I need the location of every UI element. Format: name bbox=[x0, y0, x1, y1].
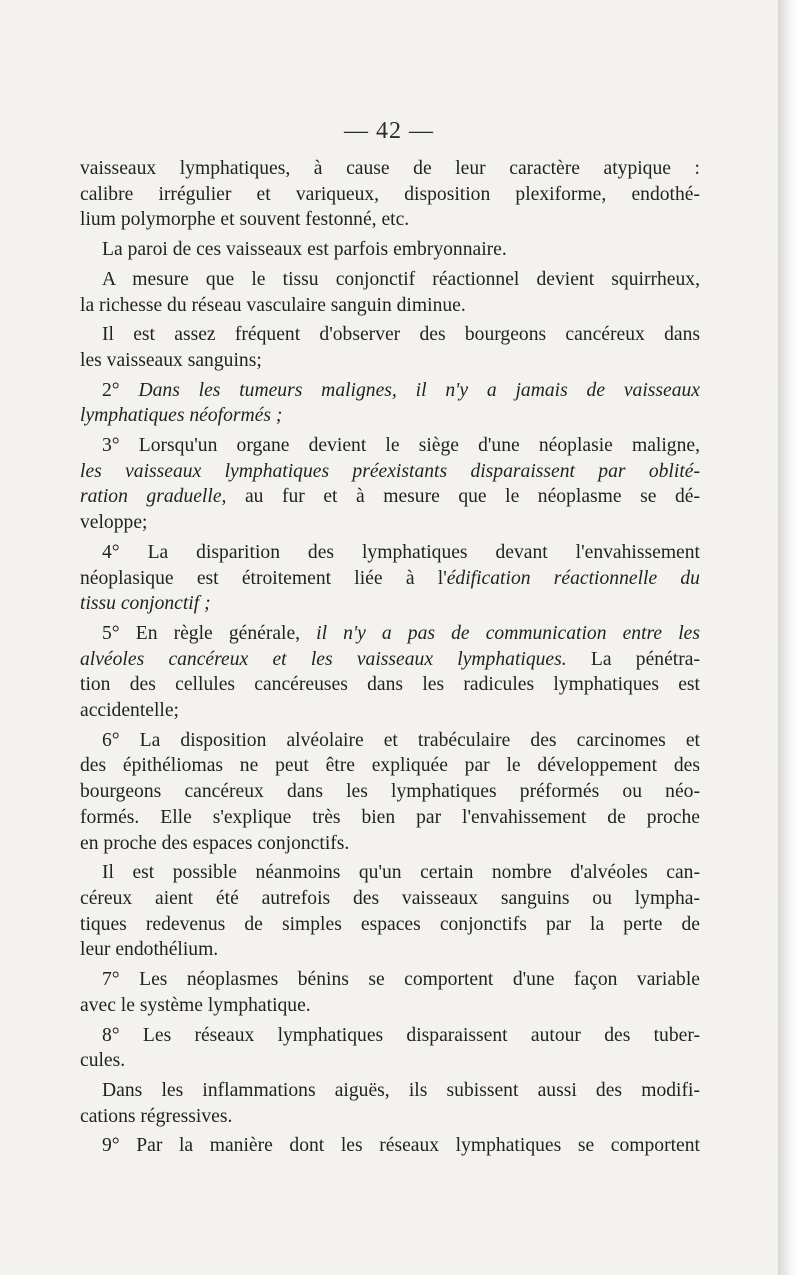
text-segment: tion des cellules cancéreuses dans les radicules lymphatiques est bbox=[80, 674, 700, 696]
text-segment: Il est possible néanmoins qu'un certain nombre d'alvéoles can- bbox=[102, 862, 700, 884]
text-segment: 8° Les réseaux lymphatiques disparaissent autour des tuber- bbox=[102, 1024, 700, 1046]
text-line bbox=[80, 647, 700, 673]
text-line bbox=[80, 484, 700, 510]
text-segment: des épithéliomas ne peut être expliquée par le développement des bbox=[80, 755, 700, 777]
text-line bbox=[80, 433, 700, 459]
text-line bbox=[80, 1048, 700, 1074]
body-text bbox=[80, 156, 700, 1159]
text-line bbox=[80, 1078, 700, 1104]
text-line bbox=[80, 207, 700, 233]
italic-segment: tissu conjonctif ; bbox=[80, 593, 211, 615]
text-segment: bourgeons cancéreux dans les lymphatiques préformés ou néo- bbox=[80, 781, 700, 803]
text-line bbox=[80, 267, 700, 293]
text-segment: céreux aient été autrefois des vaisseaux sanguins ou lympha- bbox=[80, 887, 700, 909]
text-line bbox=[80, 1104, 700, 1130]
text-line bbox=[80, 293, 700, 319]
text-line bbox=[80, 621, 700, 647]
text-segment: les vaisseaux sanguins; bbox=[80, 349, 262, 371]
text-segment: tiques redevenus de simples espaces conjonctifs par la perte de bbox=[80, 913, 700, 935]
text-segment: leur endothélium. bbox=[80, 939, 219, 961]
text-line bbox=[80, 831, 700, 857]
text-segment: au fur et à mesure que le néoplasme se dé- bbox=[226, 486, 700, 508]
text-segment: 6° La disposition alvéolaire et trabéculaire des carcinomes et bbox=[102, 729, 700, 751]
page-edge bbox=[778, 0, 800, 1275]
text-segment: veloppe; bbox=[80, 512, 148, 534]
text-line bbox=[80, 937, 700, 963]
text-segment: Dans les inflammations aiguës, ils subissent aussi des modifi- bbox=[102, 1079, 700, 1101]
italic-segment: ration graduelle, bbox=[80, 486, 227, 508]
text-line bbox=[80, 591, 700, 617]
text-segment: lium polymorphe et souvent festonné, etc. bbox=[80, 209, 410, 231]
italic-segment: lymphatiques néoformés ; bbox=[80, 405, 283, 427]
text-segment: la richesse du réseau vasculaire sanguin diminue. bbox=[80, 294, 466, 316]
text-line bbox=[80, 993, 700, 1019]
italic-segment: édification réactionnelle du bbox=[446, 567, 700, 589]
text-segment: 4° La disparition des lymphatiques devant l'envahissement bbox=[102, 541, 700, 563]
text-segment: formés. Elle s'explique très bien par l'envahissement de proche bbox=[80, 806, 700, 828]
text-segment: 9° Par la manière dont les réseaux lymphatiques se comportent bbox=[102, 1135, 700, 1157]
text-line bbox=[80, 510, 700, 536]
text-line bbox=[80, 156, 700, 182]
text-segment: Il est assez fréquent d'observer des bourgeons cancéreux dans bbox=[102, 324, 700, 346]
text-line bbox=[80, 459, 700, 485]
text-segment: en proche des espaces conjonctifs. bbox=[80, 832, 350, 854]
text-segment: La pénétra- bbox=[566, 648, 700, 670]
italic-segment: les vaisseaux lymphatiques préexistants disparaissent par oblité- bbox=[80, 460, 700, 482]
text-segment: La paroi de ces vaisseaux est parfois embryonnaire. bbox=[102, 239, 507, 261]
italic-segment: alvéoles cancéreux et les vaisseaux lymphatiques. bbox=[80, 648, 567, 670]
text-segment: 3° Lorsqu'un organe devient le siège d'une néoplasie maligne, bbox=[102, 435, 700, 457]
text-segment: néoplasique est étroitement liée à l' bbox=[80, 567, 447, 589]
text-segment: cules. bbox=[80, 1050, 126, 1072]
text-segment: avec le système lymphatique. bbox=[80, 994, 311, 1016]
text-segment: 5° En règle générale, bbox=[102, 622, 317, 644]
text-line bbox=[80, 698, 700, 724]
text-line bbox=[80, 779, 700, 805]
text-line bbox=[80, 540, 700, 566]
text-line bbox=[80, 322, 700, 348]
italic-segment: Dans les tumeurs malignes, il n'y a jamais de vaisseaux bbox=[138, 379, 701, 401]
text-segment: A mesure que le tissu conjonctif réactionnel devient squirrheux, bbox=[102, 268, 700, 290]
text-line bbox=[80, 348, 700, 374]
text-line bbox=[80, 1023, 700, 1049]
italic-segment: il n'y a pas de communication entre les bbox=[316, 622, 700, 644]
text-line bbox=[80, 805, 700, 831]
text-segment: accidentelle; bbox=[80, 700, 179, 722]
text-segment: cations régressives. bbox=[80, 1105, 233, 1127]
text-segment: vaisseaux lymphatiques, à cause de leur caractère atypique : bbox=[80, 158, 700, 179]
text-segment: calibre irrégulier et variqueux, disposition plexiforme, endothé- bbox=[80, 183, 700, 205]
text-line bbox=[80, 860, 700, 886]
text-line bbox=[80, 1133, 700, 1159]
text-line bbox=[80, 728, 700, 754]
text-segment: 7° Les néoplasmes bénins se comportent d'une façon variable bbox=[102, 969, 700, 991]
text-line bbox=[80, 566, 700, 592]
text-line bbox=[80, 403, 700, 429]
text-line bbox=[80, 967, 700, 993]
text-line bbox=[80, 237, 700, 263]
text-line bbox=[80, 182, 700, 208]
page-number: — 42 — bbox=[344, 118, 434, 144]
text-line bbox=[80, 753, 700, 779]
text-line bbox=[80, 886, 700, 912]
text-segment: 2° bbox=[102, 379, 139, 401]
text-line bbox=[80, 378, 700, 404]
text-line bbox=[80, 912, 700, 938]
text-line bbox=[80, 672, 700, 698]
